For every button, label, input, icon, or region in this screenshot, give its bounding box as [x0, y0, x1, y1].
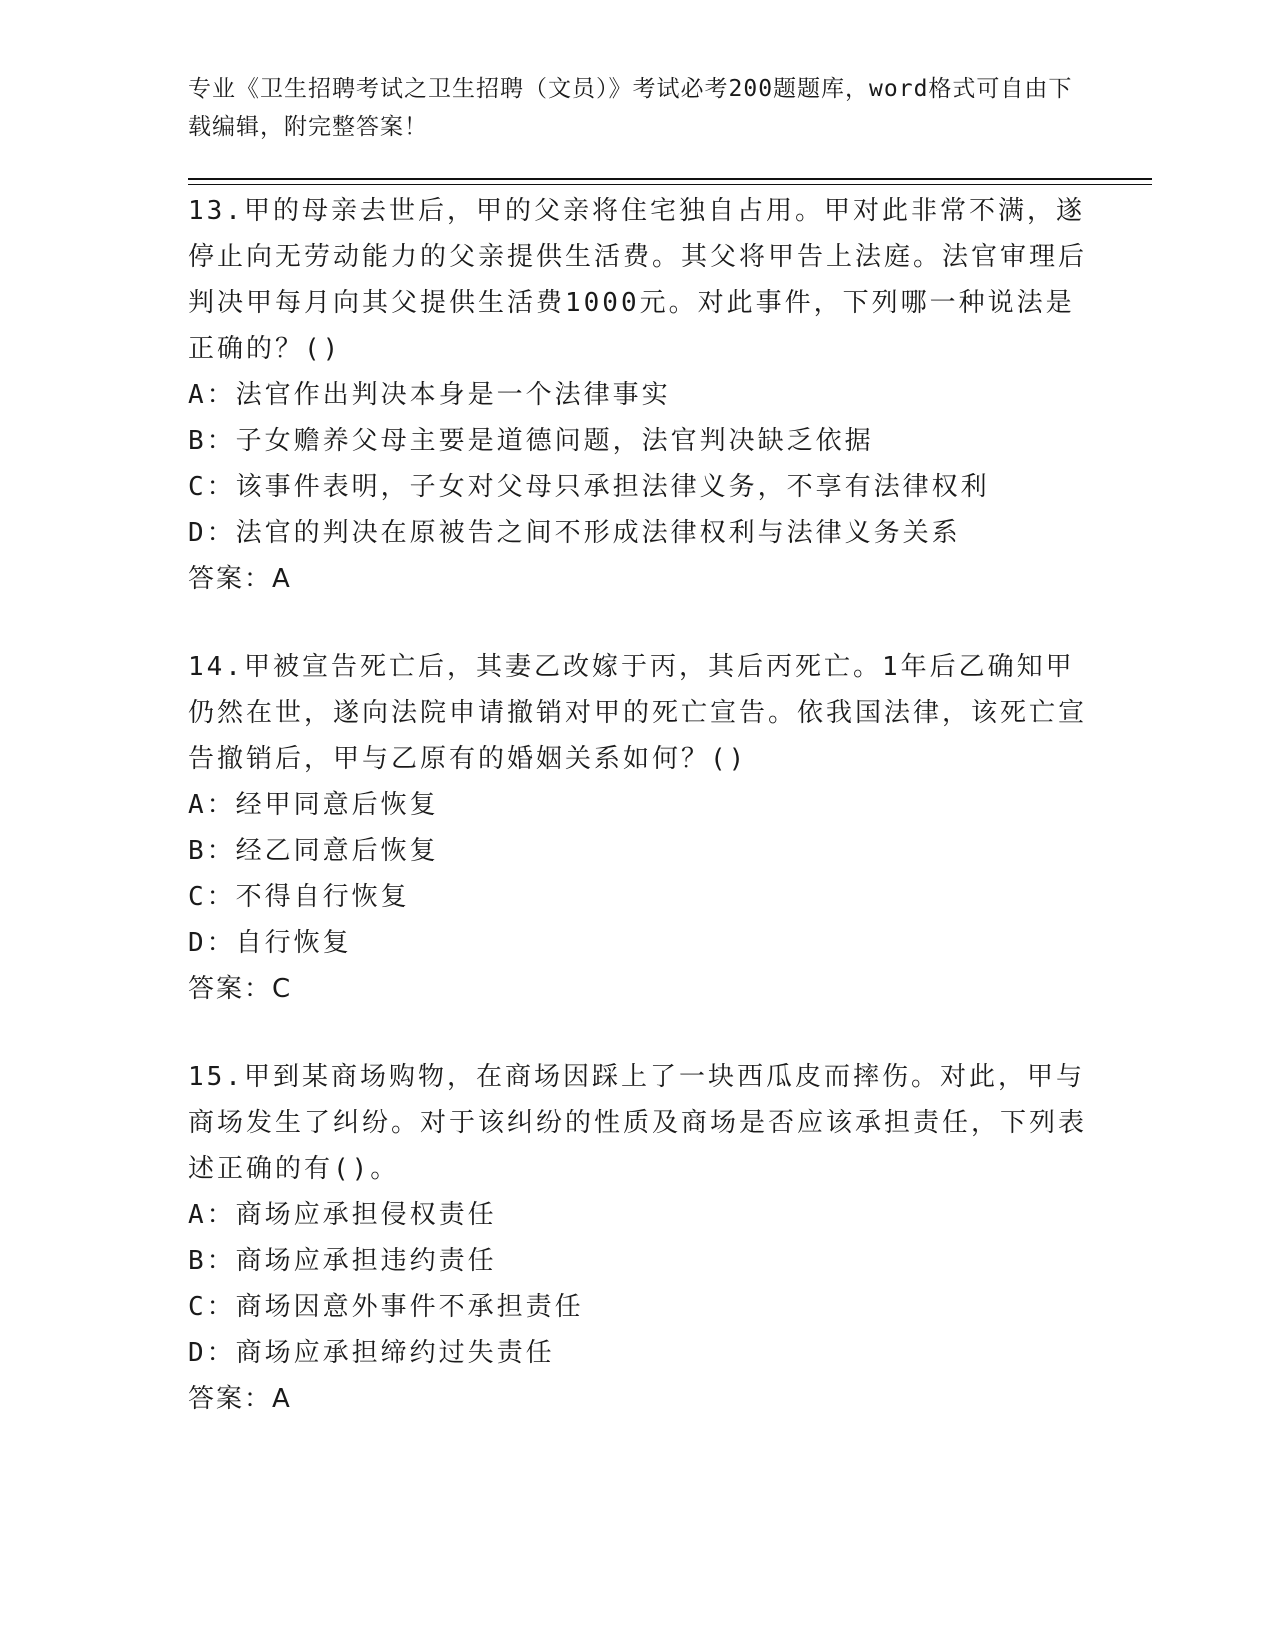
option-b: B：经乙同意后恢复 — [188, 836, 439, 866]
question-15 — [188, 1054, 1088, 1422]
option-d: D：自行恢复 — [188, 928, 352, 958]
question-text: 14.甲被宣告死亡后，其妻乙改嫁于丙，其后丙死亡。1年后乙确知甲仍然在世，遂向法院申请撤销对甲的死亡宣告。依我国法律，该死亡宣告撤销后，甲与乙原有的婚姻关系如何？() — [188, 652, 1088, 774]
document-header: 专业《卫生招聘考试之卫生招聘（文员）》考试必考200题题库，word格式可自由下载编辑，附完整答案！ — [188, 76, 1073, 140]
question-text: 13.甲的母亲去世后，甲的父亲将住宅独自占用。甲对此非常不满，遂停止向无劳动能力的父亲提供生活费。其父将甲告上法庭。法官审理后判决甲每月向其父提供生活费1000元。对此事件，下列哪一种说法是正确的？() — [188, 196, 1088, 364]
option-d: D：法官的判决在原被告之间不形成法律权利与法律义务关系 — [188, 518, 961, 548]
question-14 — [188, 644, 1088, 1012]
header-divider — [188, 178, 1152, 180]
answer-line: 答案：A — [188, 1384, 292, 1414]
answer-line: 答案：A — [188, 564, 292, 594]
question-text: 15.甲到某商场购物，在商场因踩上了一块西瓜皮而摔伤。对此，甲与商场发生了纠纷。对于该纠纷的性质及商场是否应该承担责任，下列表述正确的有()。 — [188, 1062, 1088, 1184]
option-c: C：不得自行恢复 — [188, 882, 410, 912]
answer-line: 答案：C — [188, 974, 293, 1004]
option-c: C：商场因意外事件不承担责任 — [188, 1292, 584, 1322]
question-13 — [188, 188, 1088, 602]
option-a: A：经甲同意后恢复 — [188, 790, 439, 820]
option-c: C：该事件表明，子女对父母只承担法律义务，不享有法律权利 — [188, 472, 990, 502]
option-b: B：商场应承担违约责任 — [188, 1246, 497, 1276]
option-a: A：法官作出判决本身是一个法律事实 — [188, 380, 671, 410]
option-a: A：商场应承担侵权责任 — [188, 1200, 497, 1230]
option-d: D：商场应承担缔约过失责任 — [188, 1338, 555, 1368]
header-divider-thin — [188, 184, 1152, 185]
document-page — [188, 0, 1152, 1650]
option-b: B：子女赡养父母主要是道德问题，法官判决缺乏依据 — [188, 426, 874, 456]
